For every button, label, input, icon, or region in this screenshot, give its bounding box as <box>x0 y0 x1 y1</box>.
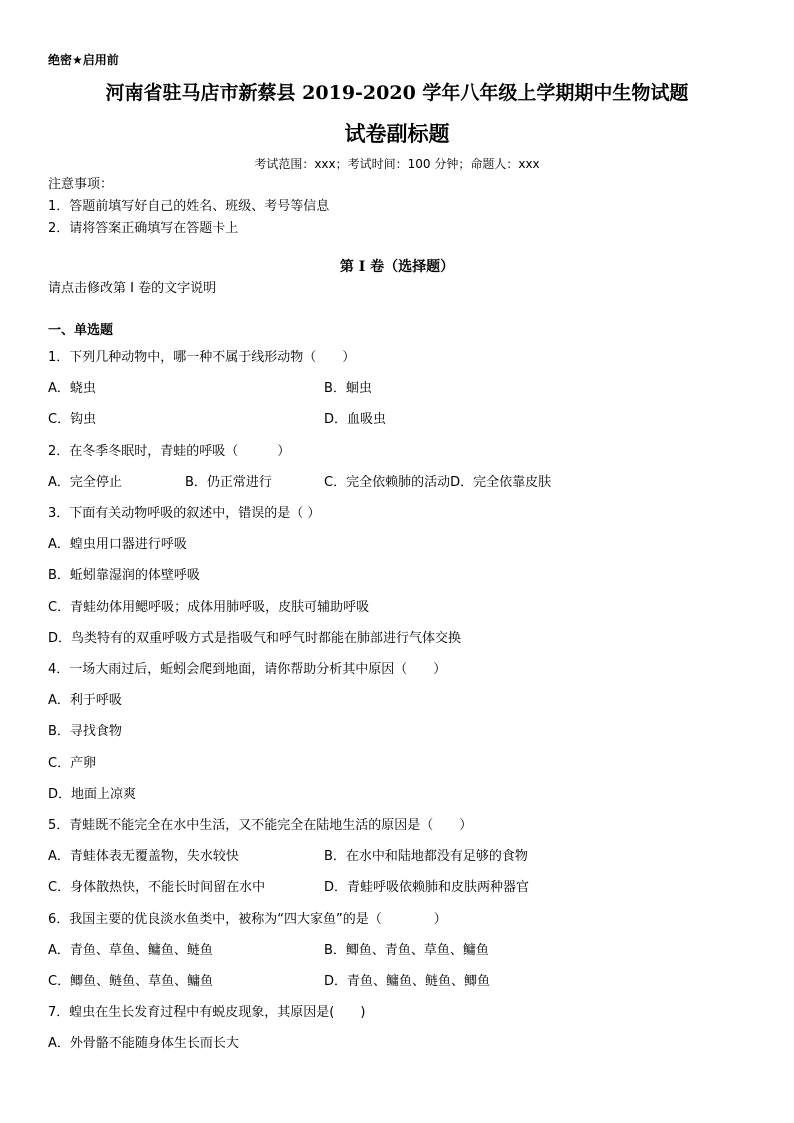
option: A．青蛙体表无覆盖物，失水较快 <box>48 849 239 864</box>
option: C．身体散热快，不能长时间留在水中 <box>48 880 266 895</box>
option: C．钩虫 <box>48 412 97 427</box>
option: D．鸟类特有的双重呼吸方式是指吸气和呼气时都能在肺部进行气体交换 <box>48 631 462 646</box>
option: D．青蛙呼吸依赖肺和皮肤两种器官 <box>324 880 530 895</box>
option: D．地面上凉爽 <box>48 787 137 802</box>
question-stem: 1．下列几种动物中，哪一种不属于线形动物（ ） <box>48 350 356 365</box>
option: B．在水中和陆地都没有足够的食物 <box>324 849 528 864</box>
secret-mark: 绝密★启用前 <box>48 53 119 67</box>
question-stem: 4．一场大雨过后，蚯蚓会爬到地面，请你帮助分析其中原因（ ） <box>48 662 447 677</box>
option: D．青鱼、鳙鱼、鲢鱼、鲫鱼 <box>324 974 491 989</box>
option: C．鲫鱼、鲢鱼、草鱼、鳙鱼 <box>48 974 214 989</box>
option-row <box>48 471 551 490</box>
option: C．青蛙幼体用鳃呼吸；成体用肺呼吸，皮肤可辅助呼吸 <box>48 600 370 615</box>
option: C．完全依赖肺的活动 <box>324 475 451 490</box>
question-stem: 7．蝗虫在生长发育过程中有蜕皮现象，其原因是( ) <box>48 1005 366 1020</box>
option: A．蝗虫用口器进行呼吸 <box>48 537 187 552</box>
question-stem: 3．下面有关动物呼吸的叙述中，错误的是（ ） <box>48 506 321 521</box>
option: A．青鱼、草鱼、鳙鱼、鲢鱼 <box>48 943 213 958</box>
option: B．鲫鱼、青鱼、草鱼、鳙鱼 <box>324 943 489 958</box>
exam-title: 河南省驻马店市新蔡县 2019-2020 学年八年级上学期期中生物试题 <box>105 82 689 104</box>
option: A．蛲虫 <box>48 381 96 396</box>
notes-heading: 注意事项： <box>48 177 114 192</box>
question-stem: 6．我国主要的优良淡水鱼类中，被称为“四大家鱼”的是（ ） <box>48 912 447 927</box>
exam-info: 考试范围：xxx；考试时间：100 分钟；命题人：xxx <box>254 157 540 171</box>
section-title: 第 I 卷（选择题） <box>339 259 455 275</box>
option: B．蛔虫 <box>324 381 372 396</box>
section-description: 请点击修改第 I 卷的文字说明 <box>48 281 217 296</box>
note-item: 1．答题前填写好自己的姓名、班级、考号等信息 <box>48 199 330 214</box>
option: A．完全停止 <box>48 475 122 490</box>
option: B．仍正常进行 <box>185 475 272 490</box>
exam-subtitle: 试卷副标题 <box>344 121 450 146</box>
question-stem: 2．在冬季冬眠时，青蛙的呼吸（ ） <box>48 444 291 459</box>
note-item: 2．请将答案正确填写在答题卡上 <box>48 221 239 236</box>
option: B．寻找食物 <box>48 724 122 739</box>
option: A．利于呼吸 <box>48 693 122 708</box>
question-type-heading: 一、单选题 <box>48 323 114 338</box>
option: D．完全依靠皮肤 <box>450 475 552 490</box>
option: A．外骨骼不能随身体生长而长大 <box>48 1036 239 1051</box>
option: B．蚯蚓靠湿润的体壁呼吸 <box>48 568 200 583</box>
question-stem: 5．青蛙既不能完全在水中生活，又不能完全在陆地生活的原因是（ ） <box>48 818 473 833</box>
notes-block <box>48 174 329 240</box>
option: D．血吸虫 <box>324 412 387 427</box>
option: C．产卵 <box>48 756 97 771</box>
